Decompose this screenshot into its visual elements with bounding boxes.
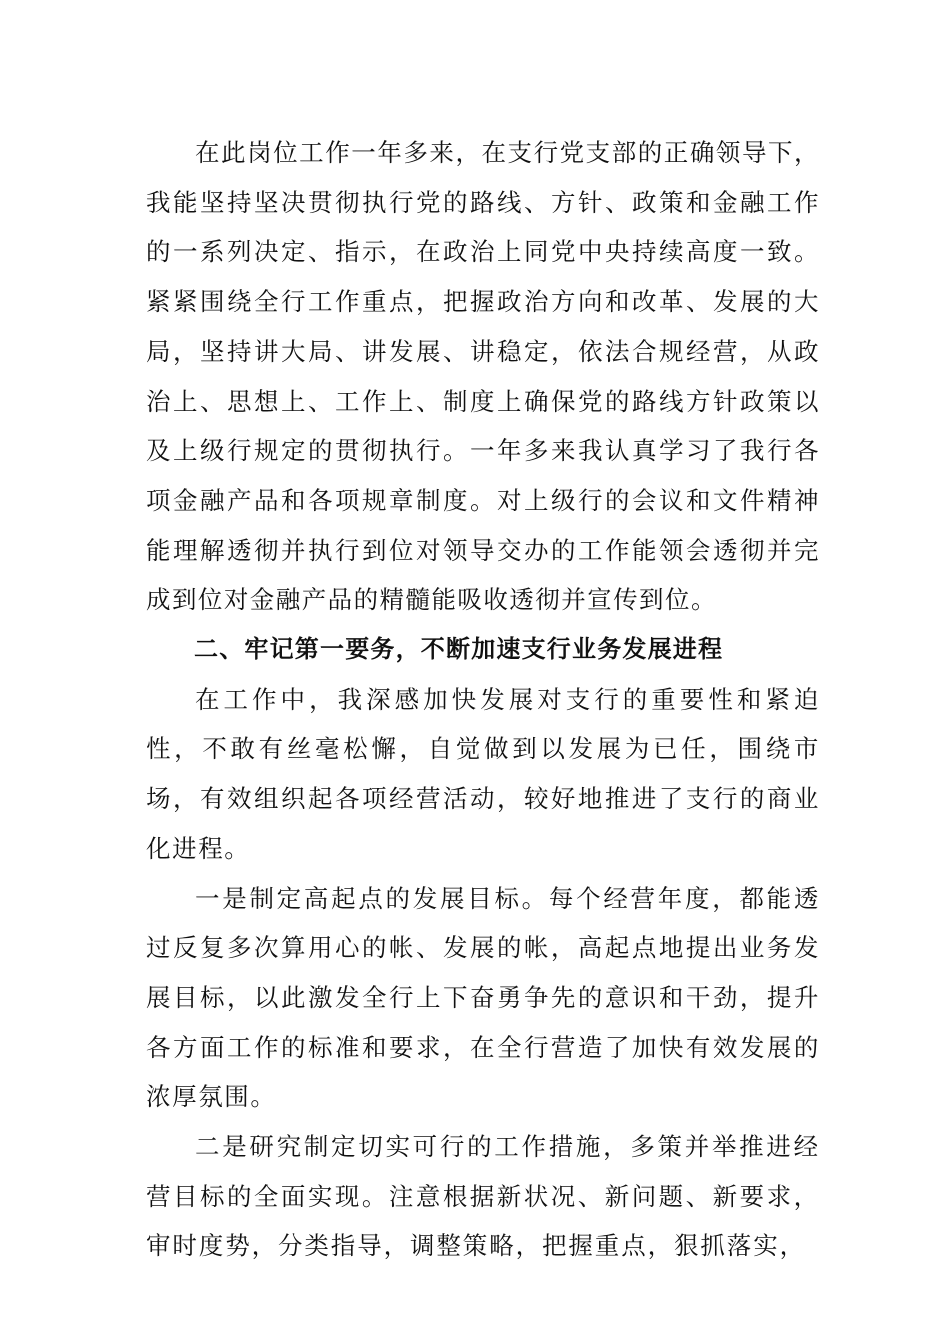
paragraph-work-measures: 二是研究制定切实可行的工作措施，多策并举推进经营目标的全面实现。注意根据新状况、新问题、新要求，审时度势，分类指导，调整策略，把握重点，狠抓落实， xyxy=(146,1132,820,1261)
paragraph-party-leadership: 在此岗位工作一年多来，在支行党支部的正确领导下，我能坚持坚决贯彻执行党的路线、方针、政策和金融工作的一系列决定、指示，在政治上同党中央持续高度一致。紧紧围绕全行工作重点，把握政治方向和改革、发展的大局，坚持讲大局、讲发展、讲稳定，依法合规经营，从政治上、思想上、工作上、制度上确保党的路线方针政策以及上级行规定的贯彻执行。一年多来我认真学习了我行各项金融产品和各项规章制度。对上级行的会议和文件精神能理解透彻并执行到位对领导交办的工作能领会透彻并完成到位对金融产品的精髓能吸收透彻并宣传到位。 xyxy=(146,138,820,615)
paragraph-development-urgency: 在工作中，我深感加快发展对支行的重要性和紧迫性，不敢有丝毫松懈，自觉做到以发展为已任，围绕市场，有效组织起各项经营活动，较好地推进了支行的商业化进程。 xyxy=(146,684,820,863)
paragraph-development-goals: 一是制定高起点的发展目标。每个经营年度，都能透过反复多次算用心的帐、发展的帐，高起点地提出业务发展目标，以此激发全行上下奋勇争先的意识和干劲，提升各方面工作的标准和要求，在全行营造了加快有效发展的浓厚氛围。 xyxy=(146,883,820,1112)
document-body xyxy=(146,128,820,1271)
section-heading-development: 二、牢记第一要务，不断加速支行业务发展进程 xyxy=(194,635,724,664)
